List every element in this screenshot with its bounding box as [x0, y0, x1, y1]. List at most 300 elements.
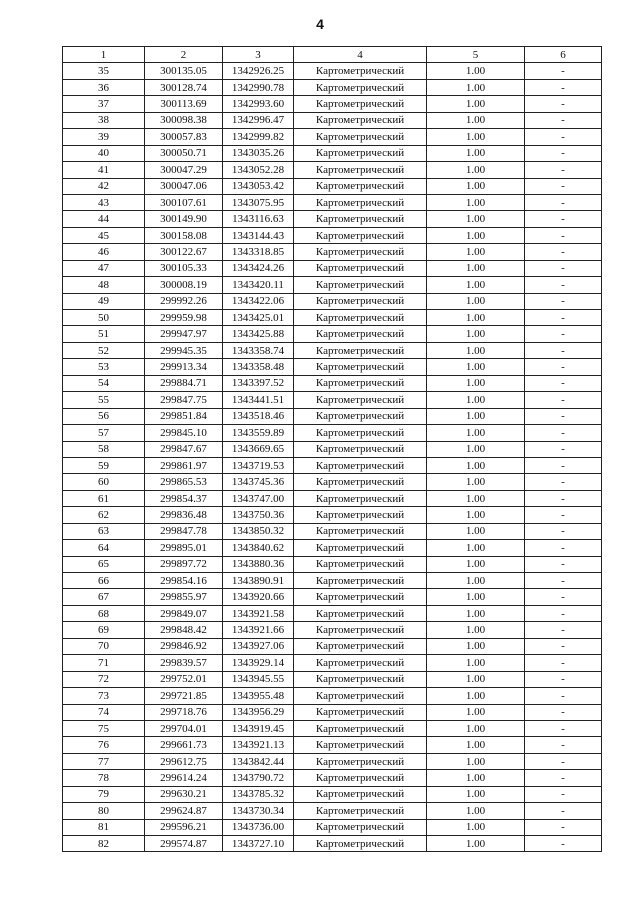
cell-coord-y: 1343425.88	[223, 326, 294, 342]
cell-accuracy: 1.00	[427, 441, 525, 457]
cell-coord-x: 299851.84	[145, 408, 223, 424]
cell-method: Картометрический	[294, 688, 427, 704]
cell-coord-y: 1343736.00	[223, 819, 294, 835]
cell-accuracy: 1.00	[427, 704, 525, 720]
page-number: 4	[316, 16, 324, 32]
cell-accuracy: 1.00	[427, 227, 525, 243]
cell-description: -	[525, 638, 602, 654]
cell-method: Картометрический	[294, 474, 427, 490]
cell-coord-y: 1343927.06	[223, 638, 294, 654]
cell-accuracy: 1.00	[427, 162, 525, 178]
cell-point-number: 81	[63, 819, 145, 835]
cell-coord-x: 299718.76	[145, 704, 223, 720]
cell-method: Картометрический	[294, 490, 427, 506]
cell-description: -	[525, 112, 602, 128]
cell-coord-x: 299847.67	[145, 441, 223, 457]
cell-method: Картометрический	[294, 836, 427, 852]
cell-coord-x: 299855.97	[145, 589, 223, 605]
cell-coord-x: 299895.01	[145, 540, 223, 556]
cell-coord-y: 1343035.26	[223, 145, 294, 161]
table-row	[63, 194, 602, 210]
table-row	[63, 573, 602, 589]
cell-coord-y: 1343397.52	[223, 375, 294, 391]
cell-coord-y: 1343420.11	[223, 277, 294, 293]
cell-description: -	[525, 244, 602, 260]
cell-accuracy: 1.00	[427, 63, 525, 79]
cell-method: Картометрический	[294, 605, 427, 621]
table-row	[63, 803, 602, 819]
cell-accuracy: 1.00	[427, 129, 525, 145]
cell-point-number: 36	[63, 79, 145, 95]
cell-coord-y: 1343921.66	[223, 622, 294, 638]
table-row	[63, 671, 602, 687]
cell-coord-x: 299630.21	[145, 786, 223, 802]
table-row	[63, 178, 602, 194]
cell-point-number: 43	[63, 194, 145, 210]
cell-coord-x: 299959.98	[145, 310, 223, 326]
cell-description: -	[525, 688, 602, 704]
cell-method: Картометрический	[294, 162, 427, 178]
cell-accuracy: 1.00	[427, 392, 525, 408]
cell-point-number: 74	[63, 704, 145, 720]
table-row	[63, 293, 602, 309]
cell-method: Картометрический	[294, 211, 427, 227]
cell-description: -	[525, 227, 602, 243]
cell-accuracy: 1.00	[427, 457, 525, 473]
cell-point-number: 50	[63, 310, 145, 326]
cell-description: -	[525, 753, 602, 769]
cell-accuracy: 1.00	[427, 803, 525, 819]
table-row	[63, 770, 602, 786]
cell-point-number: 82	[63, 836, 145, 852]
cell-accuracy: 1.00	[427, 490, 525, 506]
cell-method: Картометрический	[294, 392, 427, 408]
cell-accuracy: 1.00	[427, 408, 525, 424]
table-header	[63, 47, 602, 63]
cell-coord-y: 1343358.48	[223, 359, 294, 375]
cell-coord-x: 299624.87	[145, 803, 223, 819]
cell-coord-y: 1343144.43	[223, 227, 294, 243]
cell-coord-y: 1342993.60	[223, 96, 294, 112]
cell-method: Картометрический	[294, 375, 427, 391]
cell-coord-y: 1342990.78	[223, 79, 294, 95]
cell-description: -	[525, 145, 602, 161]
cell-accuracy: 1.00	[427, 523, 525, 539]
cell-coord-x: 299839.57	[145, 655, 223, 671]
cell-point-number: 61	[63, 490, 145, 506]
table-row	[63, 638, 602, 654]
cell-coord-y: 1343880.36	[223, 556, 294, 572]
table-row	[63, 63, 602, 79]
cell-accuracy: 1.00	[427, 112, 525, 128]
table-row	[63, 129, 602, 145]
header-row	[63, 47, 602, 63]
cell-point-number: 69	[63, 622, 145, 638]
cell-coord-x: 299574.87	[145, 836, 223, 852]
cell-description: -	[525, 803, 602, 819]
cell-description: -	[525, 770, 602, 786]
cell-description: -	[525, 375, 602, 391]
cell-coord-x: 300047.29	[145, 162, 223, 178]
cell-description: -	[525, 720, 602, 736]
cell-method: Картометрический	[294, 770, 427, 786]
cell-method: Картометрический	[294, 786, 427, 802]
cell-coord-x: 299614.24	[145, 770, 223, 786]
cell-description: -	[525, 96, 602, 112]
table-row	[63, 688, 602, 704]
cell-coord-y: 1343358.74	[223, 342, 294, 358]
cell-method: Картометрический	[294, 293, 427, 309]
cell-coord-y: 1343719.53	[223, 457, 294, 473]
table-row	[63, 737, 602, 753]
cell-coord-x: 300158.08	[145, 227, 223, 243]
cell-accuracy: 1.00	[427, 671, 525, 687]
cell-coord-x: 300122.67	[145, 244, 223, 260]
cell-description: -	[525, 63, 602, 79]
cell-point-number: 68	[63, 605, 145, 621]
coordinates-table	[62, 46, 602, 852]
table-row	[63, 523, 602, 539]
cell-point-number: 45	[63, 227, 145, 243]
cell-point-number: 48	[63, 277, 145, 293]
cell-description: -	[525, 293, 602, 309]
table-row	[63, 96, 602, 112]
table-row	[63, 540, 602, 556]
cell-accuracy: 1.00	[427, 425, 525, 441]
cell-coord-x: 300113.69	[145, 96, 223, 112]
cell-description: -	[525, 556, 602, 572]
cell-description: -	[525, 540, 602, 556]
table-row	[63, 359, 602, 375]
cell-point-number: 58	[63, 441, 145, 457]
cell-point-number: 41	[63, 162, 145, 178]
cell-point-number: 39	[63, 129, 145, 145]
cell-method: Картометрический	[294, 326, 427, 342]
table-row	[63, 589, 602, 605]
cell-method: Картометрический	[294, 671, 427, 687]
cell-method: Картометрический	[294, 145, 427, 161]
cell-coord-x: 299661.73	[145, 737, 223, 753]
cell-coord-y: 1343730.34	[223, 803, 294, 819]
cell-point-number: 44	[63, 211, 145, 227]
cell-method: Картометрический	[294, 540, 427, 556]
cell-coord-x: 300057.83	[145, 129, 223, 145]
cell-point-number: 35	[63, 63, 145, 79]
cell-method: Картометрический	[294, 638, 427, 654]
table-row	[63, 392, 602, 408]
cell-method: Картометрический	[294, 112, 427, 128]
cell-accuracy: 1.00	[427, 145, 525, 161]
cell-point-number: 54	[63, 375, 145, 391]
table-row	[63, 162, 602, 178]
cell-coord-x: 299847.75	[145, 392, 223, 408]
cell-accuracy: 1.00	[427, 310, 525, 326]
table-row	[63, 79, 602, 95]
cell-accuracy: 1.00	[427, 359, 525, 375]
cell-coord-x: 299861.97	[145, 457, 223, 473]
cell-point-number: 37	[63, 96, 145, 112]
table-row	[63, 408, 602, 424]
cell-description: -	[525, 655, 602, 671]
cell-coord-x: 299945.35	[145, 342, 223, 358]
cell-point-number: 62	[63, 507, 145, 523]
cell-coord-y: 1343745.36	[223, 474, 294, 490]
cell-coord-y: 1342996.47	[223, 112, 294, 128]
table-row	[63, 622, 602, 638]
cell-point-number: 40	[63, 145, 145, 161]
cell-point-number: 49	[63, 293, 145, 309]
cell-description: -	[525, 277, 602, 293]
cell-description: -	[525, 589, 602, 605]
cell-description: -	[525, 342, 602, 358]
cell-point-number: 66	[63, 573, 145, 589]
table-row	[63, 425, 602, 441]
cell-coord-x: 299704.01	[145, 720, 223, 736]
cell-accuracy: 1.00	[427, 786, 525, 802]
cell-accuracy: 1.00	[427, 819, 525, 835]
cell-method: Картометрический	[294, 556, 427, 572]
cell-accuracy: 1.00	[427, 556, 525, 572]
table-row	[63, 819, 602, 835]
table-row	[63, 342, 602, 358]
table-row	[63, 227, 602, 243]
cell-coord-y: 1343075.95	[223, 194, 294, 210]
cell-coord-y: 1343955.48	[223, 688, 294, 704]
cell-method: Картометрический	[294, 573, 427, 589]
cell-coord-y: 1343727.10	[223, 836, 294, 852]
table-row	[63, 326, 602, 342]
cell-description: -	[525, 326, 602, 342]
cell-coord-x: 299836.48	[145, 507, 223, 523]
cell-coord-y: 1343929.14	[223, 655, 294, 671]
cell-point-number: 72	[63, 671, 145, 687]
cell-point-number: 79	[63, 786, 145, 802]
cell-coord-y: 1343921.58	[223, 605, 294, 621]
cell-accuracy: 1.00	[427, 688, 525, 704]
cell-coord-x: 299845.10	[145, 425, 223, 441]
cell-method: Картометрический	[294, 244, 427, 260]
cell-point-number: 59	[63, 457, 145, 473]
cell-point-number: 42	[63, 178, 145, 194]
cell-coord-x: 300047.06	[145, 178, 223, 194]
cell-point-number: 64	[63, 540, 145, 556]
cell-coord-x: 300149.90	[145, 211, 223, 227]
cell-description: -	[525, 671, 602, 687]
cell-point-number: 80	[63, 803, 145, 819]
cell-description: -	[525, 605, 602, 621]
table-row	[63, 260, 602, 276]
cell-method: Картометрический	[294, 622, 427, 638]
cell-description: -	[525, 737, 602, 753]
cell-coord-x: 299884.71	[145, 375, 223, 391]
cell-accuracy: 1.00	[427, 178, 525, 194]
cell-point-number: 75	[63, 720, 145, 736]
cell-coord-y: 1343747.00	[223, 490, 294, 506]
cell-description: -	[525, 211, 602, 227]
cell-method: Картометрический	[294, 457, 427, 473]
cell-point-number: 71	[63, 655, 145, 671]
cell-description: -	[525, 79, 602, 95]
cell-accuracy: 1.00	[427, 79, 525, 95]
cell-method: Картометрический	[294, 342, 427, 358]
cell-coord-x: 299847.78	[145, 523, 223, 539]
cell-coord-y: 1343790.72	[223, 770, 294, 786]
cell-description: -	[525, 162, 602, 178]
cell-accuracy: 1.00	[427, 244, 525, 260]
cell-method: Картометрический	[294, 507, 427, 523]
cell-description: -	[525, 457, 602, 473]
cell-coord-y: 1343422.06	[223, 293, 294, 309]
cell-coord-x: 299865.53	[145, 474, 223, 490]
header-cell-2: 2	[145, 47, 223, 63]
header-cell-3: 3	[223, 47, 294, 63]
cell-point-number: 76	[63, 737, 145, 753]
cell-coord-x: 300128.74	[145, 79, 223, 95]
cell-point-number: 38	[63, 112, 145, 128]
table-row	[63, 441, 602, 457]
cell-coord-y: 1343850.32	[223, 523, 294, 539]
cell-coord-y: 1343052.28	[223, 162, 294, 178]
table-row	[63, 753, 602, 769]
cell-accuracy: 1.00	[427, 605, 525, 621]
cell-description: -	[525, 622, 602, 638]
cell-coord-x: 299947.97	[145, 326, 223, 342]
cell-coord-y: 1343116.63	[223, 211, 294, 227]
cell-description: -	[525, 194, 602, 210]
cell-coord-x: 299854.16	[145, 573, 223, 589]
cell-method: Картометрический	[294, 753, 427, 769]
cell-description: -	[525, 359, 602, 375]
cell-point-number: 77	[63, 753, 145, 769]
cell-point-number: 56	[63, 408, 145, 424]
table-row	[63, 507, 602, 523]
cell-point-number: 55	[63, 392, 145, 408]
header-cell-6: 6	[525, 47, 602, 63]
cell-description: -	[525, 819, 602, 835]
cell-description: -	[525, 490, 602, 506]
cell-method: Картометрический	[294, 277, 427, 293]
cell-method: Картометрический	[294, 441, 427, 457]
cell-description: -	[525, 425, 602, 441]
cell-accuracy: 1.00	[427, 194, 525, 210]
cell-description: -	[525, 507, 602, 523]
table-row	[63, 490, 602, 506]
cell-method: Картометрический	[294, 260, 427, 276]
table-row	[63, 720, 602, 736]
cell-accuracy: 1.00	[427, 720, 525, 736]
cell-method: Картометрический	[294, 589, 427, 605]
cell-method: Картометрический	[294, 359, 427, 375]
cell-coord-y: 1343559.89	[223, 425, 294, 441]
cell-point-number: 53	[63, 359, 145, 375]
cell-accuracy: 1.00	[427, 326, 525, 342]
cell-accuracy: 1.00	[427, 737, 525, 753]
table-row	[63, 244, 602, 260]
cell-accuracy: 1.00	[427, 753, 525, 769]
cell-coord-y: 1343785.32	[223, 786, 294, 802]
cell-coord-y: 1343318.85	[223, 244, 294, 260]
cell-coord-y: 1343920.66	[223, 589, 294, 605]
table-row	[63, 704, 602, 720]
cell-coord-x: 299849.07	[145, 605, 223, 621]
cell-point-number: 63	[63, 523, 145, 539]
cell-method: Картометрический	[294, 655, 427, 671]
cell-method: Картометрический	[294, 79, 427, 95]
cell-method: Картометрический	[294, 310, 427, 326]
cell-method: Картометрический	[294, 737, 427, 753]
cell-method: Картометрический	[294, 819, 427, 835]
cell-method: Картометрический	[294, 704, 427, 720]
cell-point-number: 52	[63, 342, 145, 358]
cell-coord-y: 1342999.82	[223, 129, 294, 145]
cell-point-number: 65	[63, 556, 145, 572]
cell-method: Картометрический	[294, 720, 427, 736]
cell-description: -	[525, 408, 602, 424]
cell-coord-y: 1343441.51	[223, 392, 294, 408]
cell-coord-y: 1343518.46	[223, 408, 294, 424]
cell-coord-x: 299596.21	[145, 819, 223, 835]
table-row	[63, 474, 602, 490]
cell-point-number: 67	[63, 589, 145, 605]
cell-description: -	[525, 523, 602, 539]
cell-accuracy: 1.00	[427, 836, 525, 852]
cell-coord-x: 299854.37	[145, 490, 223, 506]
cell-point-number: 70	[63, 638, 145, 654]
cell-accuracy: 1.00	[427, 573, 525, 589]
cell-accuracy: 1.00	[427, 507, 525, 523]
cell-method: Картометрический	[294, 96, 427, 112]
cell-description: -	[525, 129, 602, 145]
cell-method: Картометрический	[294, 129, 427, 145]
cell-coord-y: 1343750.36	[223, 507, 294, 523]
cell-accuracy: 1.00	[427, 540, 525, 556]
cell-coord-x: 299897.72	[145, 556, 223, 572]
cell-coord-y: 1343425.01	[223, 310, 294, 326]
cell-coord-y: 1343053.42	[223, 178, 294, 194]
cell-description: -	[525, 392, 602, 408]
cell-coord-x: 300008.19	[145, 277, 223, 293]
cell-method: Картометрический	[294, 194, 427, 210]
cell-accuracy: 1.00	[427, 260, 525, 276]
cell-accuracy: 1.00	[427, 770, 525, 786]
cell-coord-y: 1343840.62	[223, 540, 294, 556]
table-row	[63, 655, 602, 671]
cell-method: Картометрический	[294, 178, 427, 194]
table-row	[63, 457, 602, 473]
cell-accuracy: 1.00	[427, 211, 525, 227]
table-row	[63, 310, 602, 326]
cell-description: -	[525, 573, 602, 589]
cell-accuracy: 1.00	[427, 342, 525, 358]
cell-accuracy: 1.00	[427, 277, 525, 293]
cell-coord-y: 1343956.29	[223, 704, 294, 720]
cell-accuracy: 1.00	[427, 622, 525, 638]
header-cell-5: 5	[427, 47, 525, 63]
cell-accuracy: 1.00	[427, 638, 525, 654]
cell-coord-y: 1342926.25	[223, 63, 294, 79]
table-body	[63, 63, 602, 852]
table-row	[63, 605, 602, 621]
cell-coord-y: 1343842.44	[223, 753, 294, 769]
cell-description: -	[525, 260, 602, 276]
cell-coord-x: 299848.42	[145, 622, 223, 638]
cell-description: -	[525, 310, 602, 326]
cell-method: Картометрический	[294, 523, 427, 539]
cell-description: -	[525, 836, 602, 852]
cell-coord-y: 1343890.91	[223, 573, 294, 589]
cell-coord-x: 299612.75	[145, 753, 223, 769]
cell-coord-y: 1343919.45	[223, 720, 294, 736]
